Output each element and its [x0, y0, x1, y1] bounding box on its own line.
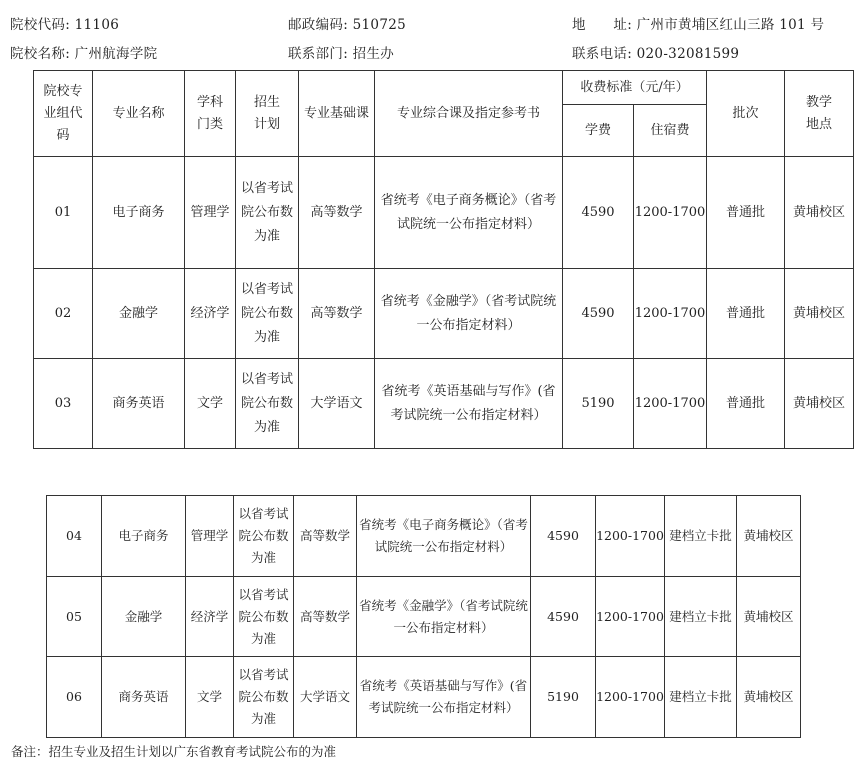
cell-dorm: 1200-1700	[634, 269, 707, 359]
table-row	[34, 157, 854, 269]
cell-code: 03	[34, 359, 93, 449]
cell-location: 黄埔校区	[785, 157, 854, 269]
cell-basic: 高等数学	[294, 496, 357, 577]
cell-tuition: 5190	[563, 359, 634, 449]
col-fee: 收费标准（元/年）	[563, 71, 707, 105]
cell-batch: 建档立卡批	[665, 577, 737, 657]
cell-code: 06	[47, 657, 102, 738]
table-row	[34, 269, 854, 359]
contact-phone-label: 联系电话:	[572, 46, 633, 62]
address-label: 地 址:	[572, 17, 633, 33]
col-plan: 招生计划	[236, 71, 299, 157]
col-group-code: 院校专业组代码	[34, 71, 93, 157]
cell-code: 05	[47, 577, 102, 657]
cell-major: 商务英语	[102, 657, 186, 738]
cell-major: 电子商务	[102, 496, 186, 577]
school-code-label: 院校代码:	[10, 17, 71, 33]
cell-basic: 高等数学	[299, 157, 375, 269]
cell-books: 省统考《英语基础与写作》(省考试院统一公布指定材料）	[375, 359, 563, 449]
school-name	[10, 42, 157, 62]
cell-basic: 高等数学	[299, 269, 375, 359]
admissions-table-1	[33, 70, 854, 449]
cell-basic: 高等数学	[294, 577, 357, 657]
cell-batch: 普通批	[707, 359, 785, 449]
cell-category: 经济学	[185, 269, 236, 359]
address	[572, 13, 824, 33]
cell-category: 文学	[186, 657, 234, 738]
col-basic: 专业基础课	[299, 71, 375, 157]
cell-tuition: 4590	[563, 269, 634, 359]
col-major: 专业名称	[93, 71, 185, 157]
cell-plan: 以省考试院公布数为准	[236, 359, 299, 449]
school-code-value: 11106	[74, 17, 120, 33]
cell-major: 商务英语	[93, 359, 185, 449]
table-row	[47, 577, 801, 657]
cell-category: 经济学	[186, 577, 234, 657]
col-category: 学科门类	[185, 71, 236, 157]
cell-batch: 普通批	[707, 269, 785, 359]
cell-dorm: 1200-1700	[596, 577, 665, 657]
contact-dept-value: 招生办	[352, 46, 395, 62]
cell-batch: 建档立卡批	[665, 657, 737, 738]
contact-dept-label: 联系部门:	[288, 46, 349, 62]
cell-batch: 建档立卡批	[665, 496, 737, 577]
cell-location: 黄埔校区	[737, 577, 801, 657]
cell-books: 省统考《英语基础与写作》(省考试院统一公布指定材料）	[357, 657, 531, 738]
school-name-label: 院校名称:	[10, 46, 71, 62]
school-code	[10, 13, 119, 33]
cell-location: 黄埔校区	[785, 269, 854, 359]
header-row	[34, 71, 854, 105]
contact-phone	[572, 42, 739, 62]
cell-code: 02	[34, 269, 93, 359]
contact-dept	[288, 42, 394, 62]
cell-books: 省统考《金融学》（省考试院统一公布指定材料）	[375, 269, 563, 359]
cell-location: 黄埔校区	[737, 496, 801, 577]
cell-major: 金融学	[102, 577, 186, 657]
cell-plan: 以省考试院公布数为准	[234, 657, 294, 738]
cell-category: 文学	[185, 359, 236, 449]
table-row	[34, 359, 854, 449]
col-dorm: 住宿费	[634, 105, 707, 157]
post-code-label: 邮政编码:	[288, 17, 349, 33]
cell-plan: 以省考试院公布数为准	[236, 269, 299, 359]
cell-dorm: 1200-1700	[634, 359, 707, 449]
cell-major: 电子商务	[93, 157, 185, 269]
cell-batch: 普通批	[707, 157, 785, 269]
col-tuition: 学费	[563, 105, 634, 157]
cell-books: 省统考《金融学》（省考试院统一公布指定材料）	[357, 577, 531, 657]
admissions-table-2	[46, 495, 801, 738]
cell-basic: 大学语文	[299, 359, 375, 449]
cell-dorm: 1200-1700	[634, 157, 707, 269]
school-name-value: 广州航海学院	[74, 46, 158, 62]
cell-plan: 以省考试院公布数为准	[234, 496, 294, 577]
col-location: 教学地点	[785, 71, 854, 157]
post-code-value: 510725	[352, 17, 406, 33]
post-code	[288, 13, 406, 33]
col-books: 专业综合课及指定参考书	[375, 71, 563, 157]
table-row	[47, 496, 801, 577]
cell-basic: 大学语文	[294, 657, 357, 738]
cell-tuition: 4590	[531, 496, 596, 577]
cell-dorm: 1200-1700	[596, 657, 665, 738]
cell-category: 管理学	[186, 496, 234, 577]
cell-plan: 以省考试院公布数为准	[234, 577, 294, 657]
cell-plan: 以省考试院公布数为准	[236, 157, 299, 269]
address-value: 广州市黄埔区红山三路 101 号	[636, 17, 825, 33]
footnote: 备注：招生专业及招生计划以广东省教育考试院公布的为准	[11, 744, 337, 759]
col-batch: 批次	[707, 71, 785, 157]
cell-location: 黄埔校区	[785, 359, 854, 449]
cell-category: 管理学	[185, 157, 236, 269]
cell-dorm: 1200-1700	[596, 496, 665, 577]
cell-code: 04	[47, 496, 102, 577]
cell-books: 省统考《电子商务概论》（省考试院统一公布指定材料）	[357, 496, 531, 577]
cell-code: 01	[34, 157, 93, 269]
table-row	[47, 657, 801, 738]
cell-location: 黄埔校区	[737, 657, 801, 738]
cell-tuition: 5190	[531, 657, 596, 738]
cell-tuition: 4590	[531, 577, 596, 657]
cell-major: 金融学	[93, 269, 185, 359]
contact-phone-value: 020-32081599	[636, 46, 740, 62]
cell-tuition: 4590	[563, 157, 634, 269]
cell-books: 省统考《电子商务概论》（省考试院统一公布指定材料）	[375, 157, 563, 269]
